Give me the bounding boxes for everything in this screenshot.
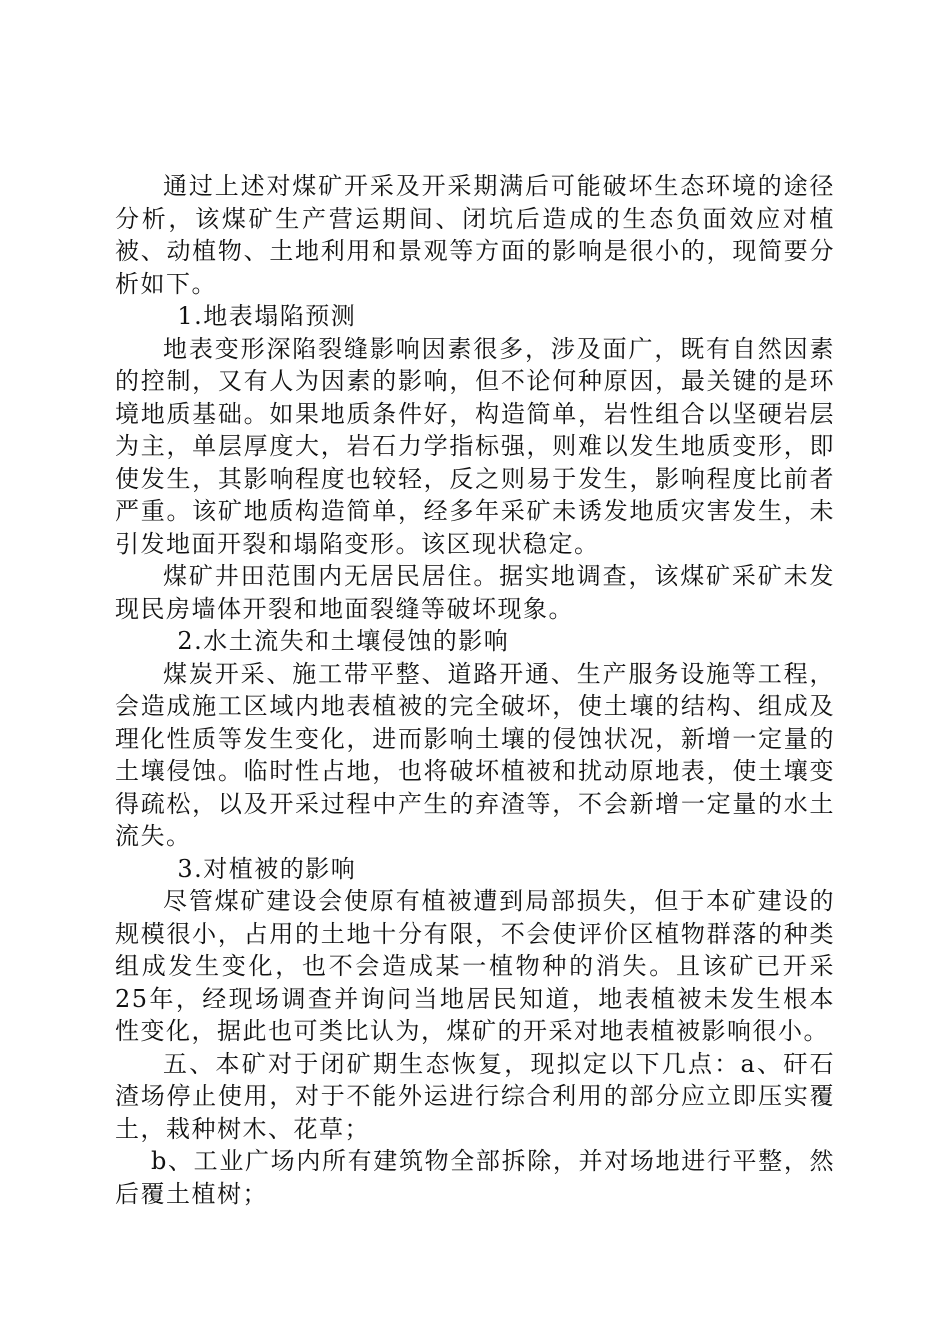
paragraph-vegetation: 尽管煤矿建设会使原有植被遭到局部损失，但于本矿建设的规模很小，占用的土地十分有限，不会使评价区植物群落的种类组成发生变化，也不会造成某一植物种的消失。且该矿已开采25年，经现场调查并询问当地居民知道，地表植被未发生根本性变化，据此也可类比认为，煤矿的开采对地表植被影响很小。 <box>115 887 835 1045</box>
paragraph-restoration-b: b、工业广场内所有建筑物全部拆除，并对场地进行平整，然后覆土植树； <box>115 1147 835 1208</box>
paragraph-restoration: 五、本矿对于闭矿期生态恢复，现拟定以下几点：a、矸石渣场停止使用，对于不能外运进行综合利用的部分应立即压实覆土，栽种树木、花草； <box>115 1049 835 1143</box>
paragraph-intro: 通过上述对煤矿开采及开采期满后可能破坏生态环境的途径分析，该煤矿生产营运期间、闭坑后造成的生态负面效应对植被、动植物、土地利用和景观等方面的影响是很小的，现简要分析如下。 <box>115 172 835 298</box>
document-body <box>115 170 835 1210</box>
paragraph-residents: 煤矿井田范围内无居民居住。据实地调查，该煤矿采矿未发现民房墙体开裂和地面裂缝等破坏现象。 <box>115 562 835 623</box>
section-heading-soil-erosion: 2.水土流失和土壤侵蚀的影响 <box>177 627 510 655</box>
section-heading-subsidence: 1.地表塌陷预测 <box>177 302 357 330</box>
paragraph-soil-erosion: 煤炭开采、施工带平整、道路开通、生产服务设施等工程，会造成施工区域内地表植被的完全破坏，使土壤的结构、组成及理化性质等发生变化，进而影响土壤的侵蚀状况，新增一定量的土壤侵蚀。临时性占地，也将破坏植被和扰动原地表，使土壤变得疏松，以及开采过程中产生的弃渣等，不会新增一定量的水土流失。 <box>115 659 835 850</box>
section-heading-vegetation: 3.对植被的影响 <box>177 854 357 883</box>
paragraph-subsidence: 地表变形深陷裂缝影响因素很多，涉及面广，既有自然因素的控制，又有人为因素的影响，但不论何种原因，最关键的是环境地质基础。如果地质条件好，构造简单，岩性组合以坚硬岩层为主，单层厚度大，岩石力学指标强，则难以发生地质变形，即使发生，其影响程度也较轻，反之则易于发生，影响程度比前者严重。该矿地质构造简单，经多年采矿未诱发地质灾害发生，未引发地面开裂和塌陷变形。该区现状稳定。 <box>115 334 835 558</box>
